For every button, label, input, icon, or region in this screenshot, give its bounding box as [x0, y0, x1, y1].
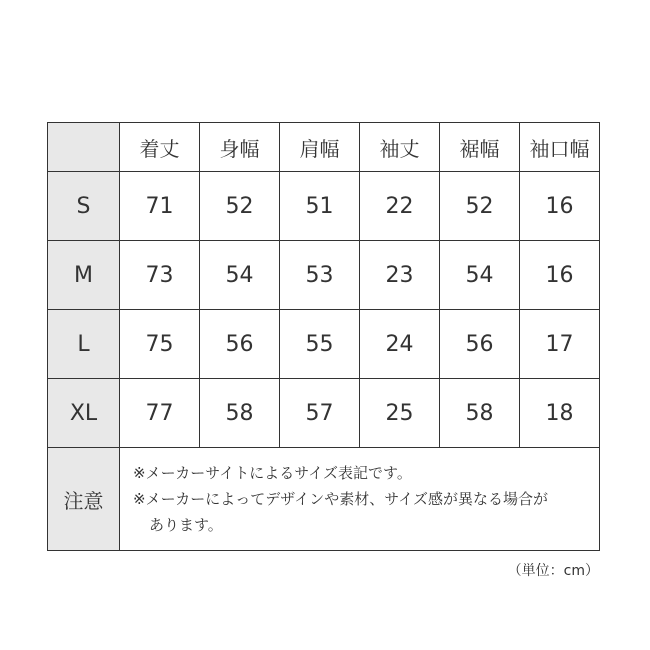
table-cell: 51	[280, 172, 360, 241]
header-row	[48, 123, 600, 172]
table-cell: 77	[120, 379, 200, 448]
note-line: ※メーカーによってデザインや素材、サイズ感が異なる場合が	[133, 490, 549, 508]
table-cell: 25	[360, 379, 440, 448]
table-cell: 23	[360, 241, 440, 310]
header-body-width: 身幅	[200, 123, 280, 172]
size-label: L	[48, 310, 120, 379]
note-line: あります。	[149, 516, 223, 534]
size-label: S	[48, 172, 120, 241]
table-cell: 55	[280, 310, 360, 379]
table-cell: 52	[200, 172, 280, 241]
size-label: M	[48, 241, 120, 310]
table-cell: 16	[520, 241, 600, 310]
table-cell: 58	[440, 379, 520, 448]
note-line: ※メーカーサイトによるサイズ表記です。	[133, 464, 412, 482]
corner-cell	[48, 123, 120, 172]
table-cell: 56	[200, 310, 280, 379]
header-sleeve-length: 袖丈	[360, 123, 440, 172]
table-cell: 53	[280, 241, 360, 310]
note-row	[48, 448, 600, 551]
table-row	[48, 241, 600, 310]
note-text	[120, 448, 600, 551]
table-cell: 54	[440, 241, 520, 310]
table-cell: 75	[120, 310, 200, 379]
table-cell: 52	[440, 172, 520, 241]
table-cell: 24	[360, 310, 440, 379]
size-label: XL	[48, 379, 120, 448]
table-cell: 73	[120, 241, 200, 310]
header-shoulder-width: 肩幅	[280, 123, 360, 172]
table-cell: 18	[520, 379, 600, 448]
table-cell: 57	[280, 379, 360, 448]
table-cell: 71	[120, 172, 200, 241]
size-chart-table	[47, 122, 600, 551]
note-label: 注意	[48, 448, 120, 551]
table-row	[48, 172, 600, 241]
header-cuff-width: 袖口幅	[520, 123, 600, 172]
table-cell: 54	[200, 241, 280, 310]
table-cell: 16	[520, 172, 600, 241]
header-length: 着丈	[120, 123, 200, 172]
table-cell: 17	[520, 310, 600, 379]
header-hem-width: 裾幅	[440, 123, 520, 172]
table-cell: 58	[200, 379, 280, 448]
table-row	[48, 379, 600, 448]
unit-label: （単位：cm）	[507, 563, 599, 579]
table-row	[48, 310, 600, 379]
table-cell: 22	[360, 172, 440, 241]
table-cell: 56	[440, 310, 520, 379]
